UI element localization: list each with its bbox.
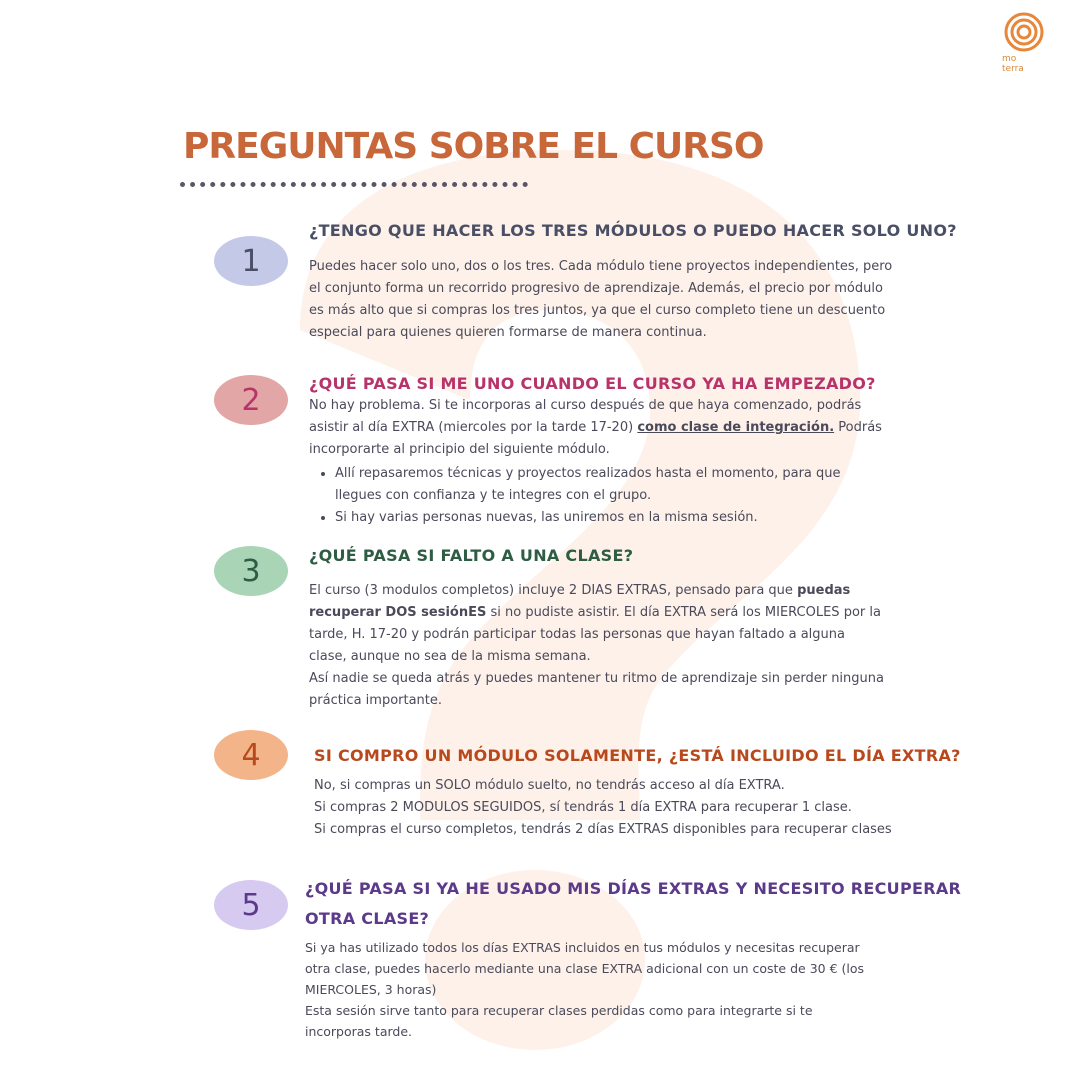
bullet-list [309,463,855,529]
number-badge: 4 [214,730,288,780]
answer-text [309,580,909,712]
answer-text [309,395,909,529]
brand-name [1002,54,1050,74]
answer-line: clase, aunque no sea de la misma semana. [309,649,591,664]
answer-line: Si ya has utilizado todos los días EXTRAS incluidos en tus módulos y necesitas recuperar [305,940,860,955]
question-line: ¿QUÉ PASA SI YA HE USADO MIS DÍAS EXTRAS Y NECESITO RECUPERAR [305,879,962,898]
answer-line: el conjunto forma un recorrido progresivo de aprendizaje. Además, el precio por módulo [309,281,883,296]
answer-emphasis: recuperar DOS sesiónES [309,605,487,620]
answer-line [309,602,909,624]
list-item: • Allí repasaremos técnicas y proyectos realizados hasta el momento, para que llegues con confianza y te integres con el grupo. [335,463,855,507]
list-item: • Si hay varias personas nuevas, las uniremos en la misma sesión. [335,507,855,529]
answer-fragment: asistir al día EXTRA (miercoles por la tarde 17-20) [309,420,638,435]
answer-line: Esta sesión sirve tanto para recuperar clases perdidas como para integrarte si te [305,1003,813,1018]
answer-line: incorporarte al principio del siguiente módulo. [309,442,610,457]
question-heading: SI COMPRO UN MÓDULO SOLAMENTE, ¿ESTÁ INCLUIDO EL DÍA EXTRA? [314,746,961,765]
number-badge: 1 [214,236,288,286]
question-heading: ¿TENGO QUE HACER LOS TRES MÓDULOS O PUEDO HACER SOLO UNO? [309,221,957,240]
answer-text [309,256,909,344]
answer-line [309,580,909,602]
answer-fragment: El curso (3 modulos completos) incluye 2 DIAS EXTRAS, pensado para que [309,583,798,598]
answer-fragment: si no pudiste asistir. El día EXTRA será los MIERCOLES por la [486,605,881,620]
page-title: PREGUNTAS SOBRE EL CURSO [183,126,764,167]
spiral-icon [1004,12,1044,52]
question-line: OTRA CLASE? [305,909,430,928]
answer-line: Así nadie se queda atrás y puedes mantener tu ritmo de aprendizaje sin perder ninguna [309,671,884,686]
answer-emphasis: puedas [797,583,851,598]
answer-line [309,417,909,439]
answer-text [305,937,905,1042]
question-heading: ¿QUÉ PASA SI ME UNO CUANDO EL CURSO YA HA EMPEZADO? [309,374,876,393]
number-badge: 5 [214,880,288,930]
brand-logo [1000,12,1050,74]
answer-fragment: Podrás [834,420,882,435]
answer-line: incorporas tarde. [305,1024,413,1039]
answer-line: Puedes hacer solo uno, dos o los tres. Cada módulo tiene proyectos independientes, pero [309,259,893,274]
brand-name-line1: mo [1002,54,1017,64]
number-badge: 2 [214,375,288,425]
question-heading: ¿QUÉ PASA SI FALTO A UNA CLASE? [309,546,634,565]
answer-line: Si compras el curso completos, tendrás 2 días EXTRAS disponibles para recuperar clases [314,822,892,837]
answer-text [314,775,914,841]
dotted-divider [180,182,528,187]
number-badge: 3 [214,546,288,596]
integration-class-link[interactable]: como clase de integración. [637,420,835,435]
answer-line: No hay problema. Si te incorporas al curso después de que haya comenzado, podrás [309,398,862,413]
answer-line: es más alto que si compras los tres juntos, ya que el curso completo tiene un descuento [309,303,886,318]
question-heading [305,875,961,933]
answer-line: No, si compras un SOLO módulo suelto, no tendrás acceso al día EXTRA. [314,778,785,793]
answer-line: MIERCOLES, 3 horas) [305,982,437,997]
answer-line: Si compras 2 MODULOS SEGUIDOS, sí tendrás 1 día EXTRA para recuperar 1 clase. [314,800,852,815]
answer-line: práctica importante. [309,693,443,708]
brand-name-line2: terra [1002,64,1024,74]
answer-line: otra clase, puedes hacerlo mediante una clase EXTRA adicional con un coste de 30 € (los [305,961,865,976]
answer-line: tarde, H. 17-20 y podrán participar todas las personas que hayan faltado a alguna [309,627,845,642]
answer-line: especial para quienes quieren formarse de manera continua. [309,325,707,340]
